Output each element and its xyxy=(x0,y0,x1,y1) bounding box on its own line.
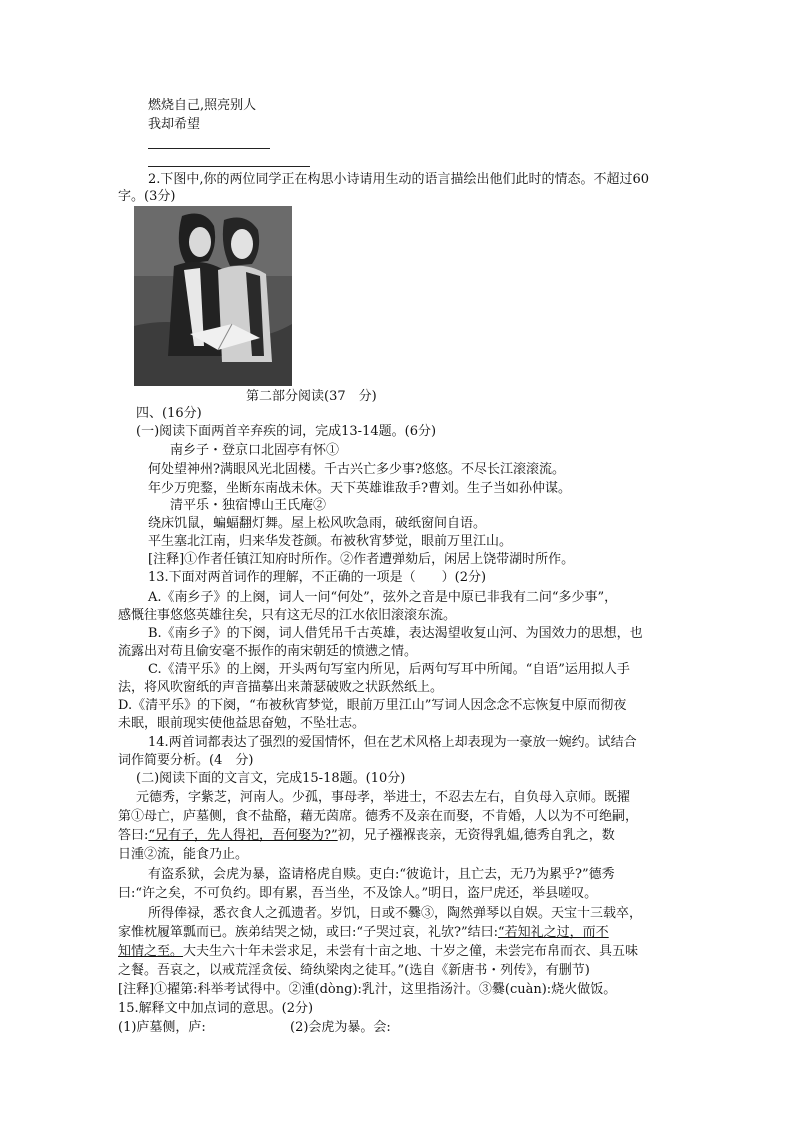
question-15: 15.解释文中加点词的意思。(2分) xyxy=(118,1001,314,1016)
question-15-item-1: (1)庐墓侧，庐: xyxy=(118,1020,206,1035)
students-photo xyxy=(134,206,292,386)
question-2-line-2: 字。(3分) xyxy=(118,189,176,204)
question-2-line-1: 2.下图中,你的两位同学正在构思小诗请用生动的语言描绘出他们此时的情态。不超过60 xyxy=(148,172,650,187)
option-c-line-1: C.《清平乐》的上阕，开头两句写室内所见，后两句写耳中所闻。“自语”运用拟人手 xyxy=(148,662,630,677)
option-d-line-1: D.《清平乐》的下阕，“布被秋宵梦觉，眼前万里江山”写词人因念念不忘恢复中原而彻夜 xyxy=(118,698,627,713)
part-2-title: 第二部分阅读(37 分) xyxy=(246,389,377,404)
passage-text: 答曰: xyxy=(118,828,149,843)
passage-p1-line-4: 日湩②流，能食乃止。 xyxy=(118,847,249,862)
passage-p1-line-3 xyxy=(118,827,615,845)
poem-1-title: 南乡子・登京口北固亭有怀① xyxy=(170,443,340,458)
answer-blank-line-1[interactable] xyxy=(148,148,270,149)
poem-line-1: 燃烧自己,照亮别人 xyxy=(148,98,257,113)
passage-text: 大夫生六十年未尝求足，未尝有十亩之地、十岁之僮，未尝完布帛而衣、具五味 xyxy=(183,944,639,959)
poem-2-title: 清平乐・独宿博山王氏庵② xyxy=(170,498,327,513)
option-c-line-2: 法，将风吹窗纸的声音描摹出来萧瑟破败之状跃然纸上。 xyxy=(118,680,444,695)
option-a-line-2: 感慨往事悠悠英雄往矣，只有这无尽的江水依旧滚滚东流。 xyxy=(118,608,457,623)
passage-underlined-quote: 知情之至。 xyxy=(118,944,184,959)
option-b-line-2: 流露出对苟且偷安毫不振作的南宋朝廷的愤懑之情。 xyxy=(118,644,418,659)
poem-2-line-1: 绕床饥鼠，蝙蝠翻灯舞。屋上松风吹急雨，破纸窗间自语。 xyxy=(148,516,487,531)
poem-note: [注释]①作者任镇江知府时所作。②作者遭弹劾后，闲居上饶带湖时所作。 xyxy=(148,552,575,567)
passage-underlined-quote: “兄有子，先人得祀，吾何娶为?” xyxy=(148,828,338,843)
passage-note: [注释]①擢第:科举考试得中。②湩(dòng):乳汁，这里指汤汁。③爨(cuàn):烧火做饭。 xyxy=(118,982,617,997)
passage-p3-line-3 xyxy=(118,943,638,961)
poem-1-line-1: 何处望神州?满眼风光北固楼。千古兴亡多少事?悠悠。不尽长江滚滚流。 xyxy=(148,462,565,477)
passage-p3-line-4: 之餐。吾哀之，以戒荒淫贪佞、绮纨梁肉之徒耳。”(选自《新唐书・列传》，有删节) xyxy=(118,963,590,978)
passage-text: 家惟枕履箪瓢而已。族弟结哭之恸，或曰:“子哭过哀，礼欤?”结曰: xyxy=(118,925,499,940)
poem-1-line-2: 年少万兜鍪，坐断东南战未休。天下英雄谁敌手?曹刘。生子当如孙仲谋。 xyxy=(148,481,571,496)
question-15-item-2: (2)会虎为暴。会: xyxy=(290,1020,391,1035)
passage-p3-line-2 xyxy=(118,924,609,942)
passage-p1-line-2: 第①母亡，庐墓侧，食不盐酪，藉无茵席。德秀不及亲在而娶，不肯婚，人以为不可绝嗣， xyxy=(118,809,639,824)
question-13: 13.下面对两首词作的理解，不正确的一项是（ ）(2分) xyxy=(148,570,487,585)
passage-underlined-quote: “若知礼之过，而不 xyxy=(498,925,609,940)
passage-p2-line-1: 有盗系狱，会虎为暴，盗请格虎自赎。吏白:“彼诡计，且亡去，无乃为累乎?”德秀 xyxy=(148,867,615,882)
passage-text: 初，兄子襁褓丧亲，无资得乳媪,德秀自乳之，数 xyxy=(337,828,615,843)
subsection-1-intro: (一)阅读下面两首辛弃疾的词，完成13-14题。(6分) xyxy=(136,424,437,439)
section-4-heading: 四、(16分) xyxy=(136,406,202,421)
option-a-line-1: A.《南乡子》的上阕，词人一问“何处”，弦外之音是中原已非我有二问“多少事”， xyxy=(148,590,618,605)
option-b-line-1: B.《南乡子》的下阕，词人借凭吊千古英雄，表达渴望收复山河、为国效力的思想，也 xyxy=(148,626,643,641)
poem-line-2: 我却希望 xyxy=(148,117,201,132)
passage-p2-line-2: 曰:“许之矣，不可负约。即有累，吾当坐，不及馀人。”明日，盗尸虎还，举县嗟叹。 xyxy=(118,886,598,901)
subsection-2-intro: (二)阅读下面的文言文，完成15-18题。(10分) xyxy=(136,771,406,786)
question-14-line-2: 词作简要分析。(4 分) xyxy=(118,753,254,768)
option-d-line-2: 未眠，眼前现实使他益思奋勉，不坠壮志。 xyxy=(118,716,366,731)
passage-p1-line-1: 元德秀，字紫芝，河南人。少孤，事母孝，举进士，不忍去左右，自负母入京师。既擢 xyxy=(136,790,631,805)
answer-blank-line-2[interactable] xyxy=(148,166,310,167)
passage-p3-line-1: 所得俸禄，悉衣食人之孤遗者。岁饥，日或不爨③，陶然弹琴以自娱。天宝十三载卒， xyxy=(148,906,643,921)
question-14-line-1: 14.两首词都表达了强烈的爱国情怀，但在艺术风格上却表现为一豪放一婉约。试结合 xyxy=(148,735,637,750)
poem-2-line-2: 平生塞北江南，归来华发苍颜。布被秋宵梦觉，眼前万里江山。 xyxy=(148,534,513,549)
